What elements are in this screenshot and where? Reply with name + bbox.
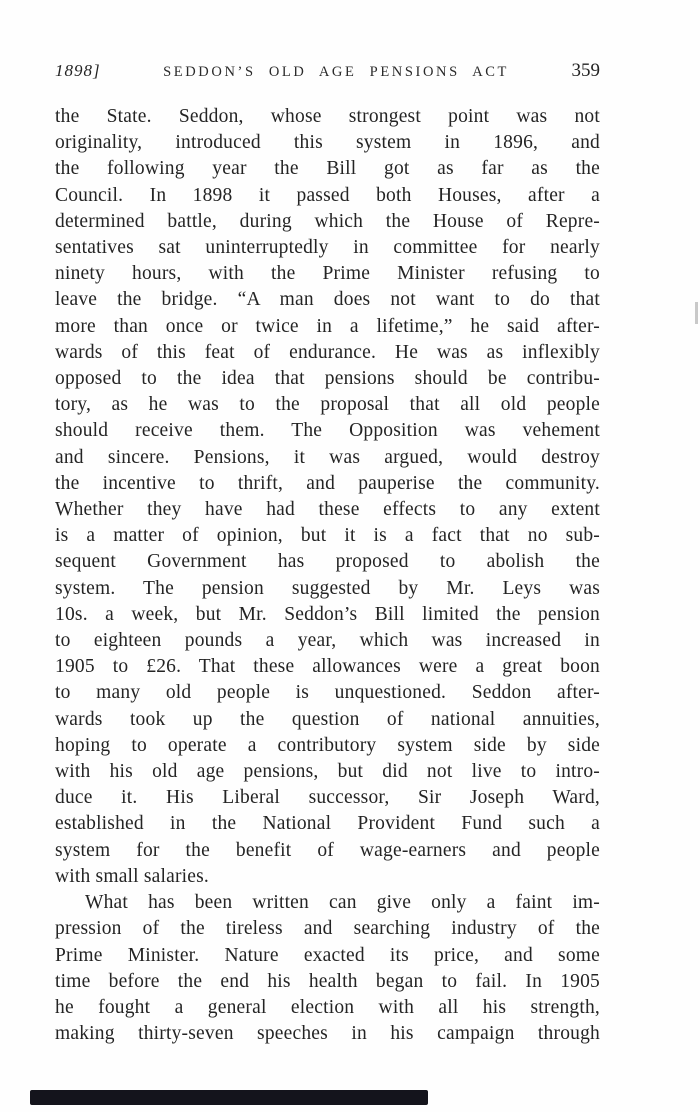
text-line: established in the National Provident Fund such a bbox=[55, 813, 600, 835]
text-line: is a matter of opinion, but it is a fact that no sub- bbox=[55, 525, 600, 547]
text-line: with small salaries. bbox=[55, 865, 210, 887]
text-line: with his old age pensions, but did not live to intro- bbox=[55, 761, 600, 783]
text-line: leave the bridge. “A man does not want to do that bbox=[55, 289, 600, 311]
text-line: to many old people is unquestioned. Seddon after- bbox=[55, 682, 600, 704]
text-line: wards of this feat of endurance. He was as inflexibly bbox=[55, 341, 600, 363]
text-line: to eighteen pounds a year, which was increased in bbox=[55, 630, 600, 652]
text-line: the following year the Bill got as far as the bbox=[55, 158, 600, 180]
header-year-marker: 1898] bbox=[55, 61, 101, 80]
page-edge-mark bbox=[695, 302, 698, 324]
text-line: pression of the tireless and searching industry of the bbox=[55, 918, 600, 940]
text-line: and sincere. Pensions, it was argued, would destroy bbox=[55, 446, 600, 468]
text-line: wards took up the question of national annuities, bbox=[55, 708, 600, 730]
text-line: What has been written can give only a faint im- bbox=[85, 892, 600, 914]
text-line: sequent Government has proposed to abolish the bbox=[55, 551, 600, 573]
text-line: the State. Seddon, whose strongest point was not bbox=[55, 106, 600, 127]
paragraph bbox=[55, 104, 600, 890]
text-line: 1905 to £26. That these allowances were a great boon bbox=[55, 656, 600, 678]
text-line: originality, introduced this system in 1896, and bbox=[55, 132, 600, 154]
text-line: Council. In 1898 it passed both Houses, after a bbox=[55, 184, 600, 206]
text-line: Prime Minister. Nature exacted its price, and some bbox=[55, 944, 600, 966]
text-line: determined battle, during which the House of Repre- bbox=[55, 210, 600, 232]
text-line: system for the benefit of wage-earners and people bbox=[55, 839, 600, 861]
text-line: more than once or twice in a lifetime,” he said after- bbox=[55, 315, 600, 337]
text-line: ninety hours, with the Prime Minister refusing to bbox=[55, 263, 600, 285]
text-line: system. The pension suggested by Mr. Leys was bbox=[55, 577, 600, 599]
text-line: hoping to operate a contributory system side by side bbox=[55, 734, 600, 756]
text-line: sentatives sat uninterruptedly in committee for nearly bbox=[55, 237, 600, 259]
text-line: making thirty-seven speeches in his campaign through bbox=[55, 1023, 600, 1045]
text-line: 10s. a week, but Mr. Seddon’s Bill limited the pension bbox=[55, 603, 600, 625]
page-number: 359 bbox=[571, 60, 600, 81]
paragraph bbox=[55, 890, 600, 1047]
running-title: SEDDON’S OLD AGE PENSIONS ACT bbox=[163, 64, 510, 80]
body-text bbox=[55, 104, 600, 1047]
scan-artifact-bar bbox=[30, 1090, 428, 1105]
text-line: he fought a general election with all his strength, bbox=[55, 996, 600, 1018]
running-header bbox=[55, 60, 600, 82]
text-line: duce it. His Liberal successor, Sir Joseph Ward, bbox=[55, 787, 600, 809]
text-line: tory, as he was to the proposal that all old people bbox=[55, 394, 600, 416]
text-line: the incentive to thrift, and pauperise the community. bbox=[55, 472, 600, 494]
text-line: time before the end his health began to fail. In 1905 bbox=[55, 970, 600, 992]
text-line: opposed to the idea that pensions should be contribu- bbox=[55, 368, 600, 390]
text-line: Whether they have had these effects to any extent bbox=[55, 499, 600, 521]
text-line: should receive them. The Opposition was vehement bbox=[55, 420, 600, 442]
